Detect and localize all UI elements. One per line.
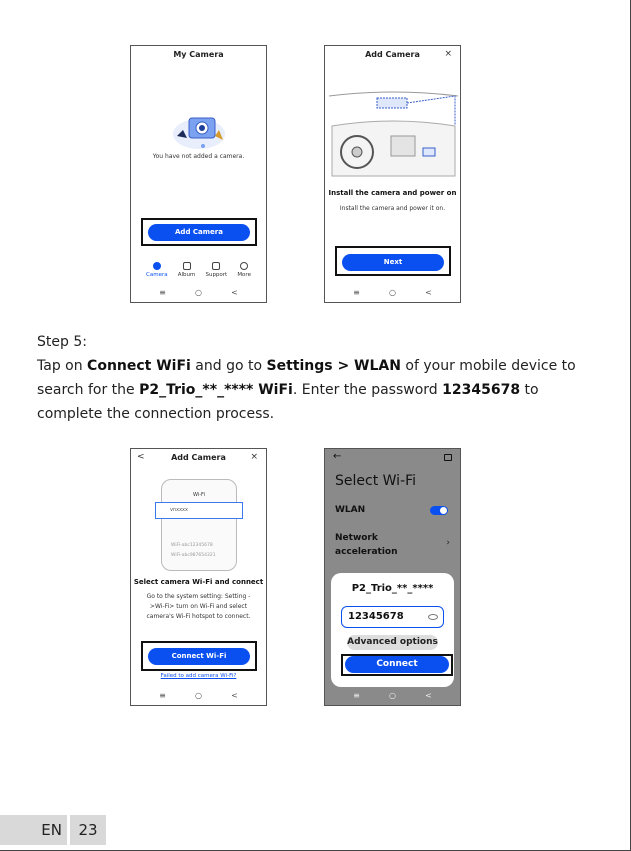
- language-badge: EN: [0, 815, 67, 845]
- close-icon[interactable]: ×: [444, 49, 452, 59]
- wifi-label: Wi-Fi: [193, 492, 205, 498]
- current-network-row: [155, 502, 243, 519]
- system-nav-bar: [325, 286, 460, 298]
- tab-support[interactable]: [205, 262, 227, 278]
- back-icon[interactable]: <: [137, 452, 145, 462]
- tab-album[interactable]: [178, 262, 196, 278]
- sheet-ssid: P2_Trio_**_****: [351, 583, 434, 594]
- select-wifi-heading: Select camera Wi-Fi and connect: [133, 578, 264, 586]
- home-nav-icon[interactable]: ○: [389, 690, 396, 700]
- tab-camera[interactable]: [146, 262, 168, 278]
- phone-screen-my-camera: [130, 45, 267, 303]
- close-icon[interactable]: ×: [250, 452, 258, 462]
- camera-tab-icon: [153, 262, 161, 270]
- network-row: WiFi-abc12345678: [171, 543, 213, 548]
- advanced-options-button[interactable]: Advanced options: [347, 635, 438, 650]
- password-sheet: [331, 573, 454, 687]
- system-nav-bar: [325, 689, 460, 701]
- scan-icon[interactable]: [444, 454, 452, 461]
- next-button[interactable]: Next: [342, 254, 444, 271]
- system-nav-bar: [131, 286, 266, 298]
- network-row: WiFi-abc987654321: [171, 553, 216, 558]
- settings-wlan-term: Settings > WLAN: [266, 358, 401, 374]
- connect-button[interactable]: Connect: [345, 656, 449, 673]
- phone-screen-select-camera-wifi: [130, 448, 267, 706]
- step-text: to complete the connection process.: [37, 382, 539, 422]
- add-camera-button[interactable]: Add Camera: [148, 224, 250, 241]
- system-nav-bar: [131, 689, 266, 701]
- step-text: Tap on: [37, 358, 88, 374]
- camera-illustration-icon: [169, 106, 229, 152]
- install-description: Install the camera and power it on.: [339, 205, 446, 212]
- step-instructions: [37, 354, 597, 426]
- phone-screen-system-wifi: [324, 448, 461, 706]
- back-nav-icon[interactable]: <: [231, 287, 238, 297]
- menu-nav-icon[interactable]: ≡: [159, 287, 166, 297]
- tab-label: Album: [177, 272, 196, 278]
- tab-label: Support: [205, 272, 228, 278]
- failed-help-link[interactable]: Failed to add camera Wi-Fi?: [160, 673, 237, 679]
- screen-title: Add Camera: [171, 453, 226, 462]
- current-network-name: vnxxxx: [170, 507, 188, 513]
- screen-title: Add Camera: [365, 50, 420, 59]
- back-arrow-icon[interactable]: ←: [333, 451, 342, 462]
- album-tab-icon: [183, 262, 191, 270]
- step-text: of your mobile device to search for the: [37, 358, 576, 398]
- step-text: . Enter the password: [292, 382, 443, 398]
- password-term: 12345678: [442, 382, 521, 398]
- connect-wifi-term: Connect WiFi: [87, 358, 191, 374]
- password-value: 12345678: [348, 611, 404, 622]
- bottom-tab-bar: [131, 262, 266, 278]
- page-number: 23: [70, 815, 106, 845]
- menu-nav-icon[interactable]: ≡: [353, 690, 360, 700]
- network-acceleration-label[interactable]: Network acceleration: [335, 533, 398, 557]
- more-tab-icon: [240, 262, 248, 270]
- select-wifi-description: Go to the system setting: Setting ->Wi-Fi> turn on Wi-Fi and select camera's Wi-Fi hotspot to connect.: [146, 593, 251, 620]
- menu-nav-icon[interactable]: ≡: [353, 287, 360, 297]
- home-nav-icon[interactable]: ○: [389, 287, 396, 297]
- screen-title: Select Wi-Fi: [335, 473, 417, 489]
- step-title: Step 5:: [37, 334, 87, 350]
- eye-icon[interactable]: [428, 614, 438, 620]
- wlan-label: WLAN: [335, 505, 366, 515]
- install-heading: Install the camera and power on: [328, 189, 457, 197]
- chevron-right-icon: ›: [446, 538, 450, 548]
- screen-title: My Camera: [173, 50, 224, 59]
- car-interior-illustration-icon: [327, 86, 460, 178]
- step-text: and go to: [190, 358, 267, 374]
- phone-screen-install: [324, 45, 461, 303]
- menu-nav-icon[interactable]: ≡: [159, 690, 166, 700]
- back-nav-icon[interactable]: <: [231, 690, 238, 700]
- tab-more[interactable]: [237, 262, 251, 278]
- back-nav-icon[interactable]: <: [425, 690, 432, 700]
- connect-wifi-button[interactable]: Connect Wi-Fi: [148, 648, 250, 665]
- home-nav-icon[interactable]: ○: [195, 287, 202, 297]
- tab-label: More: [237, 272, 251, 278]
- support-tab-icon: [212, 262, 220, 270]
- wlan-toggle[interactable]: [430, 506, 448, 515]
- ssid-term: P2_Trio_**_**** WiFi: [139, 382, 293, 398]
- empty-state-text: You have not added a camera.: [152, 153, 245, 160]
- tab-label: Camera: [146, 272, 168, 278]
- home-nav-icon[interactable]: ○: [195, 690, 202, 700]
- back-nav-icon[interactable]: <: [425, 287, 432, 297]
